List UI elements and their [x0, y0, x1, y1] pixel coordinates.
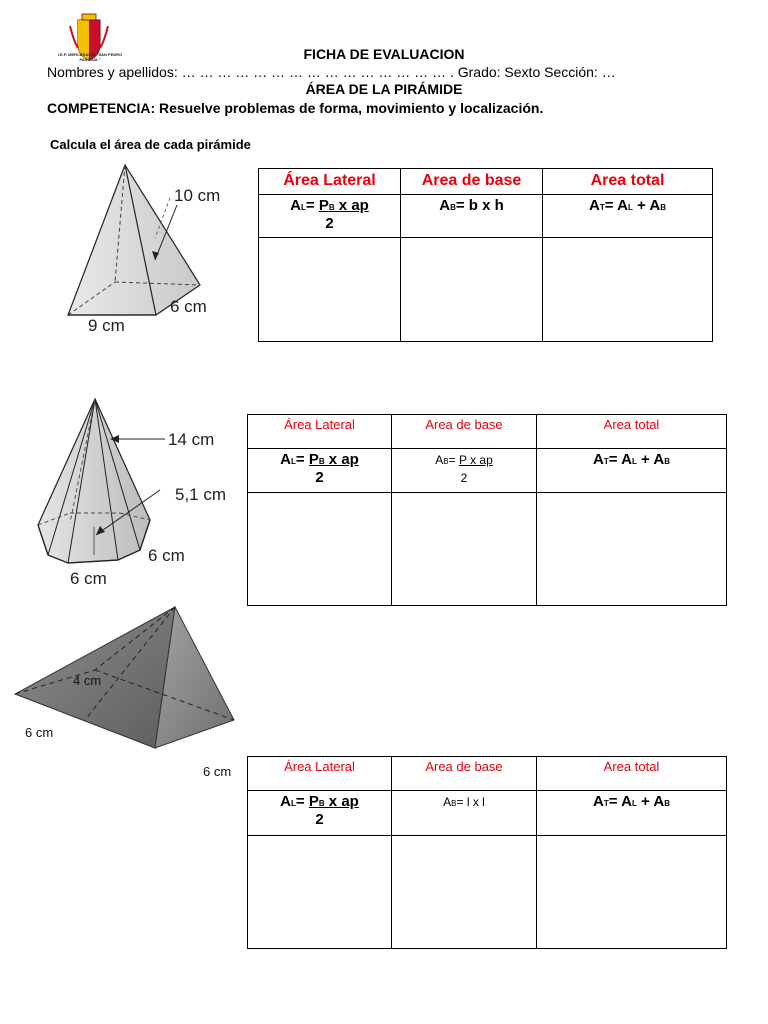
- label-4cm: 4 cm: [73, 673, 102, 688]
- header-area-total: Area total: [543, 169, 713, 195]
- names-line: Nombres y apellidos: … … … … … … … … … … … … … … … . Grado: Sexto Sección: …: [47, 64, 616, 80]
- header-area-base: Area de base: [392, 415, 537, 449]
- header-area-lateral: Área Lateral: [248, 415, 392, 449]
- competencia: COMPETENCIA: Resuelve problemas de forma, movimiento y localización.: [47, 100, 544, 116]
- formula-total: AT= AL + AB: [537, 449, 727, 493]
- answer-cell-lateral[interactable]: [248, 493, 392, 606]
- label-10cm: 10 cm: [174, 186, 221, 205]
- school-name: I.E.P. MERCEDARIO "SAN PEDRO PASCUAL": [57, 52, 123, 62]
- label-6cm: 6 cm: [170, 297, 207, 316]
- pyramid-hexagonal-figure: [30, 395, 245, 590]
- answer-cell-lateral[interactable]: [259, 238, 401, 342]
- answer-cell-base[interactable]: [392, 493, 537, 606]
- formula-base: AB= l x l: [392, 791, 537, 836]
- formula-lateral: AL= PB x ap 2: [259, 195, 401, 238]
- answer-cell-total[interactable]: [537, 493, 727, 606]
- label-6cm-bottom: 6 cm: [70, 569, 107, 588]
- formula-table-3: [247, 756, 727, 949]
- label-6cm-right-3: 6 cm: [203, 764, 232, 779]
- formula-lateral: AL= PB x ap 2: [248, 449, 392, 493]
- label-14cm: 14 cm: [168, 430, 215, 449]
- formula-table-1: [258, 168, 713, 342]
- formula-base: AB= P x ap 2: [392, 449, 537, 493]
- label-9cm: 9 cm: [88, 316, 125, 335]
- pyramid-square-figure: [10, 600, 250, 785]
- formula-total: AT= AL + AB: [543, 195, 713, 238]
- answer-cell-base[interactable]: [401, 238, 543, 342]
- header-area-lateral: Área Lateral: [259, 169, 401, 195]
- answer-cell-total[interactable]: [543, 238, 713, 342]
- header-area-base: Area de base: [392, 757, 537, 791]
- page-title: FICHA DE EVALUACION: [303, 46, 465, 62]
- label-6cm-left: 6 cm: [25, 725, 54, 740]
- page-subtitle: ÁREA DE LA PIRÁMIDE: [305, 81, 463, 97]
- answer-cell-total[interactable]: [537, 836, 727, 949]
- formula-table-2: [247, 414, 727, 606]
- label-6cm-right: 6 cm: [148, 546, 185, 565]
- formula-total: AT= AL + AB: [537, 791, 727, 836]
- pyramid-rectangular-figure: [60, 160, 245, 335]
- header-area-base: Area de base: [401, 169, 543, 195]
- label-5-1cm: 5,1 cm: [175, 485, 227, 504]
- header-area-total: Area total: [537, 415, 727, 449]
- formula-base: AB= b x h: [401, 195, 543, 238]
- formula-lateral: AL= PB x ap 2: [248, 791, 392, 836]
- instruction: Calcula el área de cada pirámide: [50, 137, 251, 152]
- header-area-lateral: Área Lateral: [248, 757, 392, 791]
- answer-cell-base[interactable]: [392, 836, 537, 949]
- header-area-total: Area total: [537, 757, 727, 791]
- answer-cell-lateral[interactable]: [248, 836, 392, 949]
